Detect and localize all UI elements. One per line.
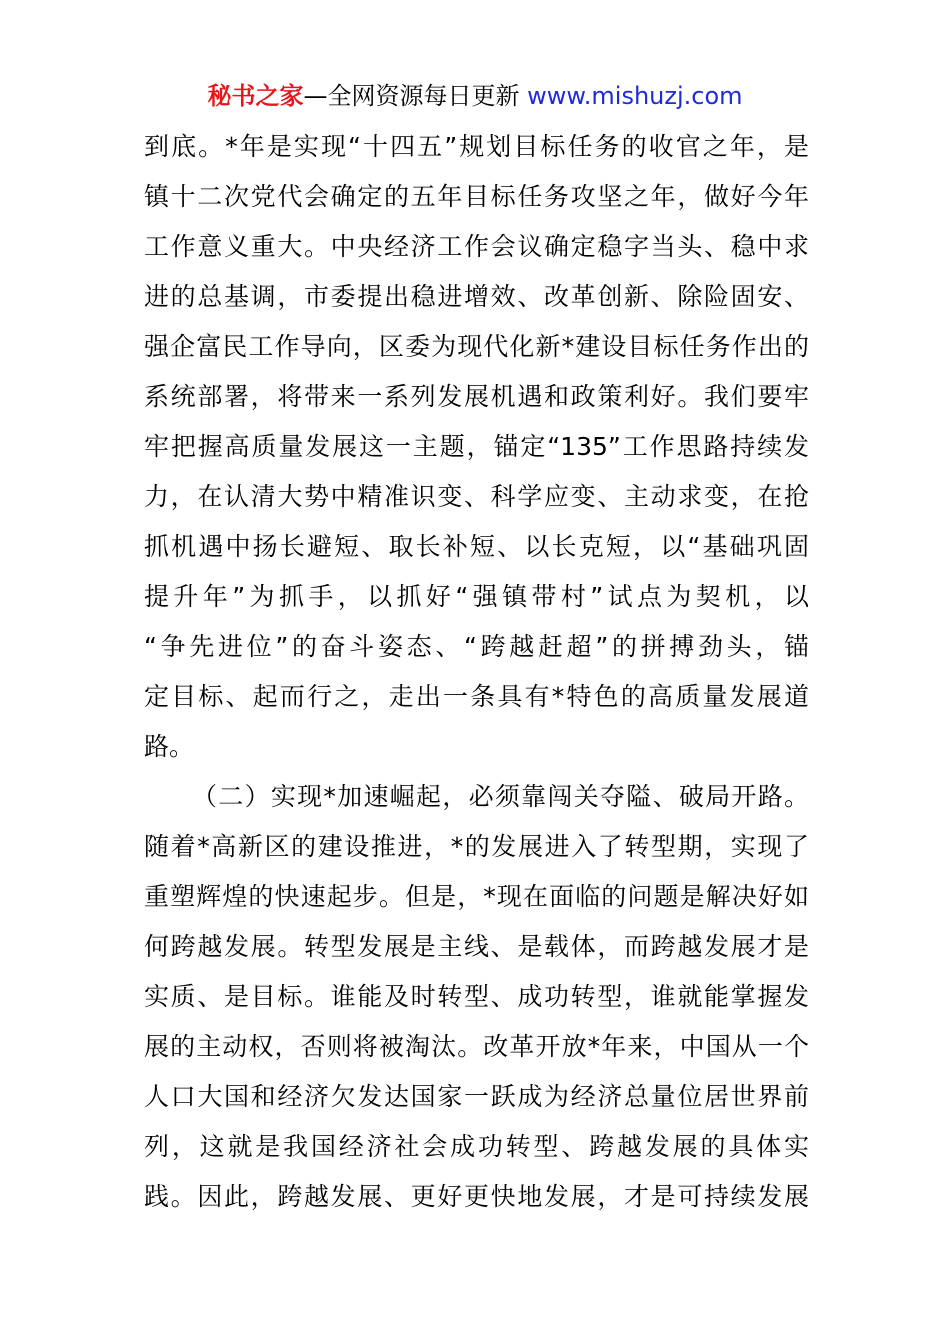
text-line: 实质、是目标。谁能及时转型、成功转型，谁就能掌握发	[144, 982, 809, 1011]
text-line: 进的总基调，市委提出稳进增效、改革创新、除险固安、	[144, 282, 809, 311]
text-line: 工作意义重大。中央经济工作会议确定稳字当头、稳中求	[144, 232, 809, 261]
site-brand: 秘书之家	[207, 82, 304, 110]
text-line: 强企富民工作导向，区委为现代化新*建设目标任务作出的	[144, 332, 809, 361]
text-line: 践。因此，跨越发展、更好更快地发展，才是可持续发展	[144, 1182, 809, 1211]
section-heading-line: （二）实现*加速崛起，必须靠闯关夺隘、破局开路。	[192, 782, 809, 811]
site-url[interactable]: www.mishuzj.com	[527, 82, 743, 110]
text-line: 定目标、起而行之，走出一条具有*特色的高质量发展道	[144, 682, 809, 711]
site-tagline: —全网资源每日更新	[303, 82, 520, 110]
text-line: 抓机遇中扬长避短、取长补短、以长克短，以“基础巩固	[144, 532, 809, 561]
site-header	[0, 80, 950, 112]
text-line: 镇十二次党代会确定的五年目标任务攻坚之年，做好今年	[144, 182, 809, 211]
text-line: 力，在认清大势中精准识变、科学应变、主动求变，在抢	[144, 482, 809, 511]
text-line: 系统部署，将带来一系列发展机遇和政策利好。我们要牢	[144, 382, 809, 411]
text-line: 到底。*年是实现“十四五”规划目标任务的收官之年，是	[144, 132, 809, 161]
text-line: 牢把握高质量发展这一主题，锚定“135”工作思路持续发	[144, 432, 809, 461]
text-line: 何跨越发展。转型发展是主线、是载体，而跨越发展才是	[144, 932, 809, 961]
text-line: 列，这就是我国经济社会成功转型、跨越发展的具体实	[144, 1132, 809, 1161]
text-line: 人口大国和经济欠发达国家一跃成为经济总量位居世界前	[144, 1082, 809, 1111]
text-line: 提升年”为抓手，以抓好“强镇带村”试点为契机，以	[144, 582, 809, 611]
text-line: 路。	[144, 732, 195, 761]
text-line: “争先进位”的奋斗姿态、“跨越赶超”的拼搏劲头，锚	[144, 632, 809, 661]
document-body	[144, 122, 809, 1222]
text-line: 展的主动权，否则将被淘汰。改革开放*年来，中国从一个	[144, 1032, 809, 1061]
text-line: 重塑辉煌的快速起步。但是，*现在面临的问题是解决好如	[144, 882, 809, 911]
text-line: 随着*高新区的建设推进，*的发展进入了转型期，实现了	[144, 832, 809, 861]
